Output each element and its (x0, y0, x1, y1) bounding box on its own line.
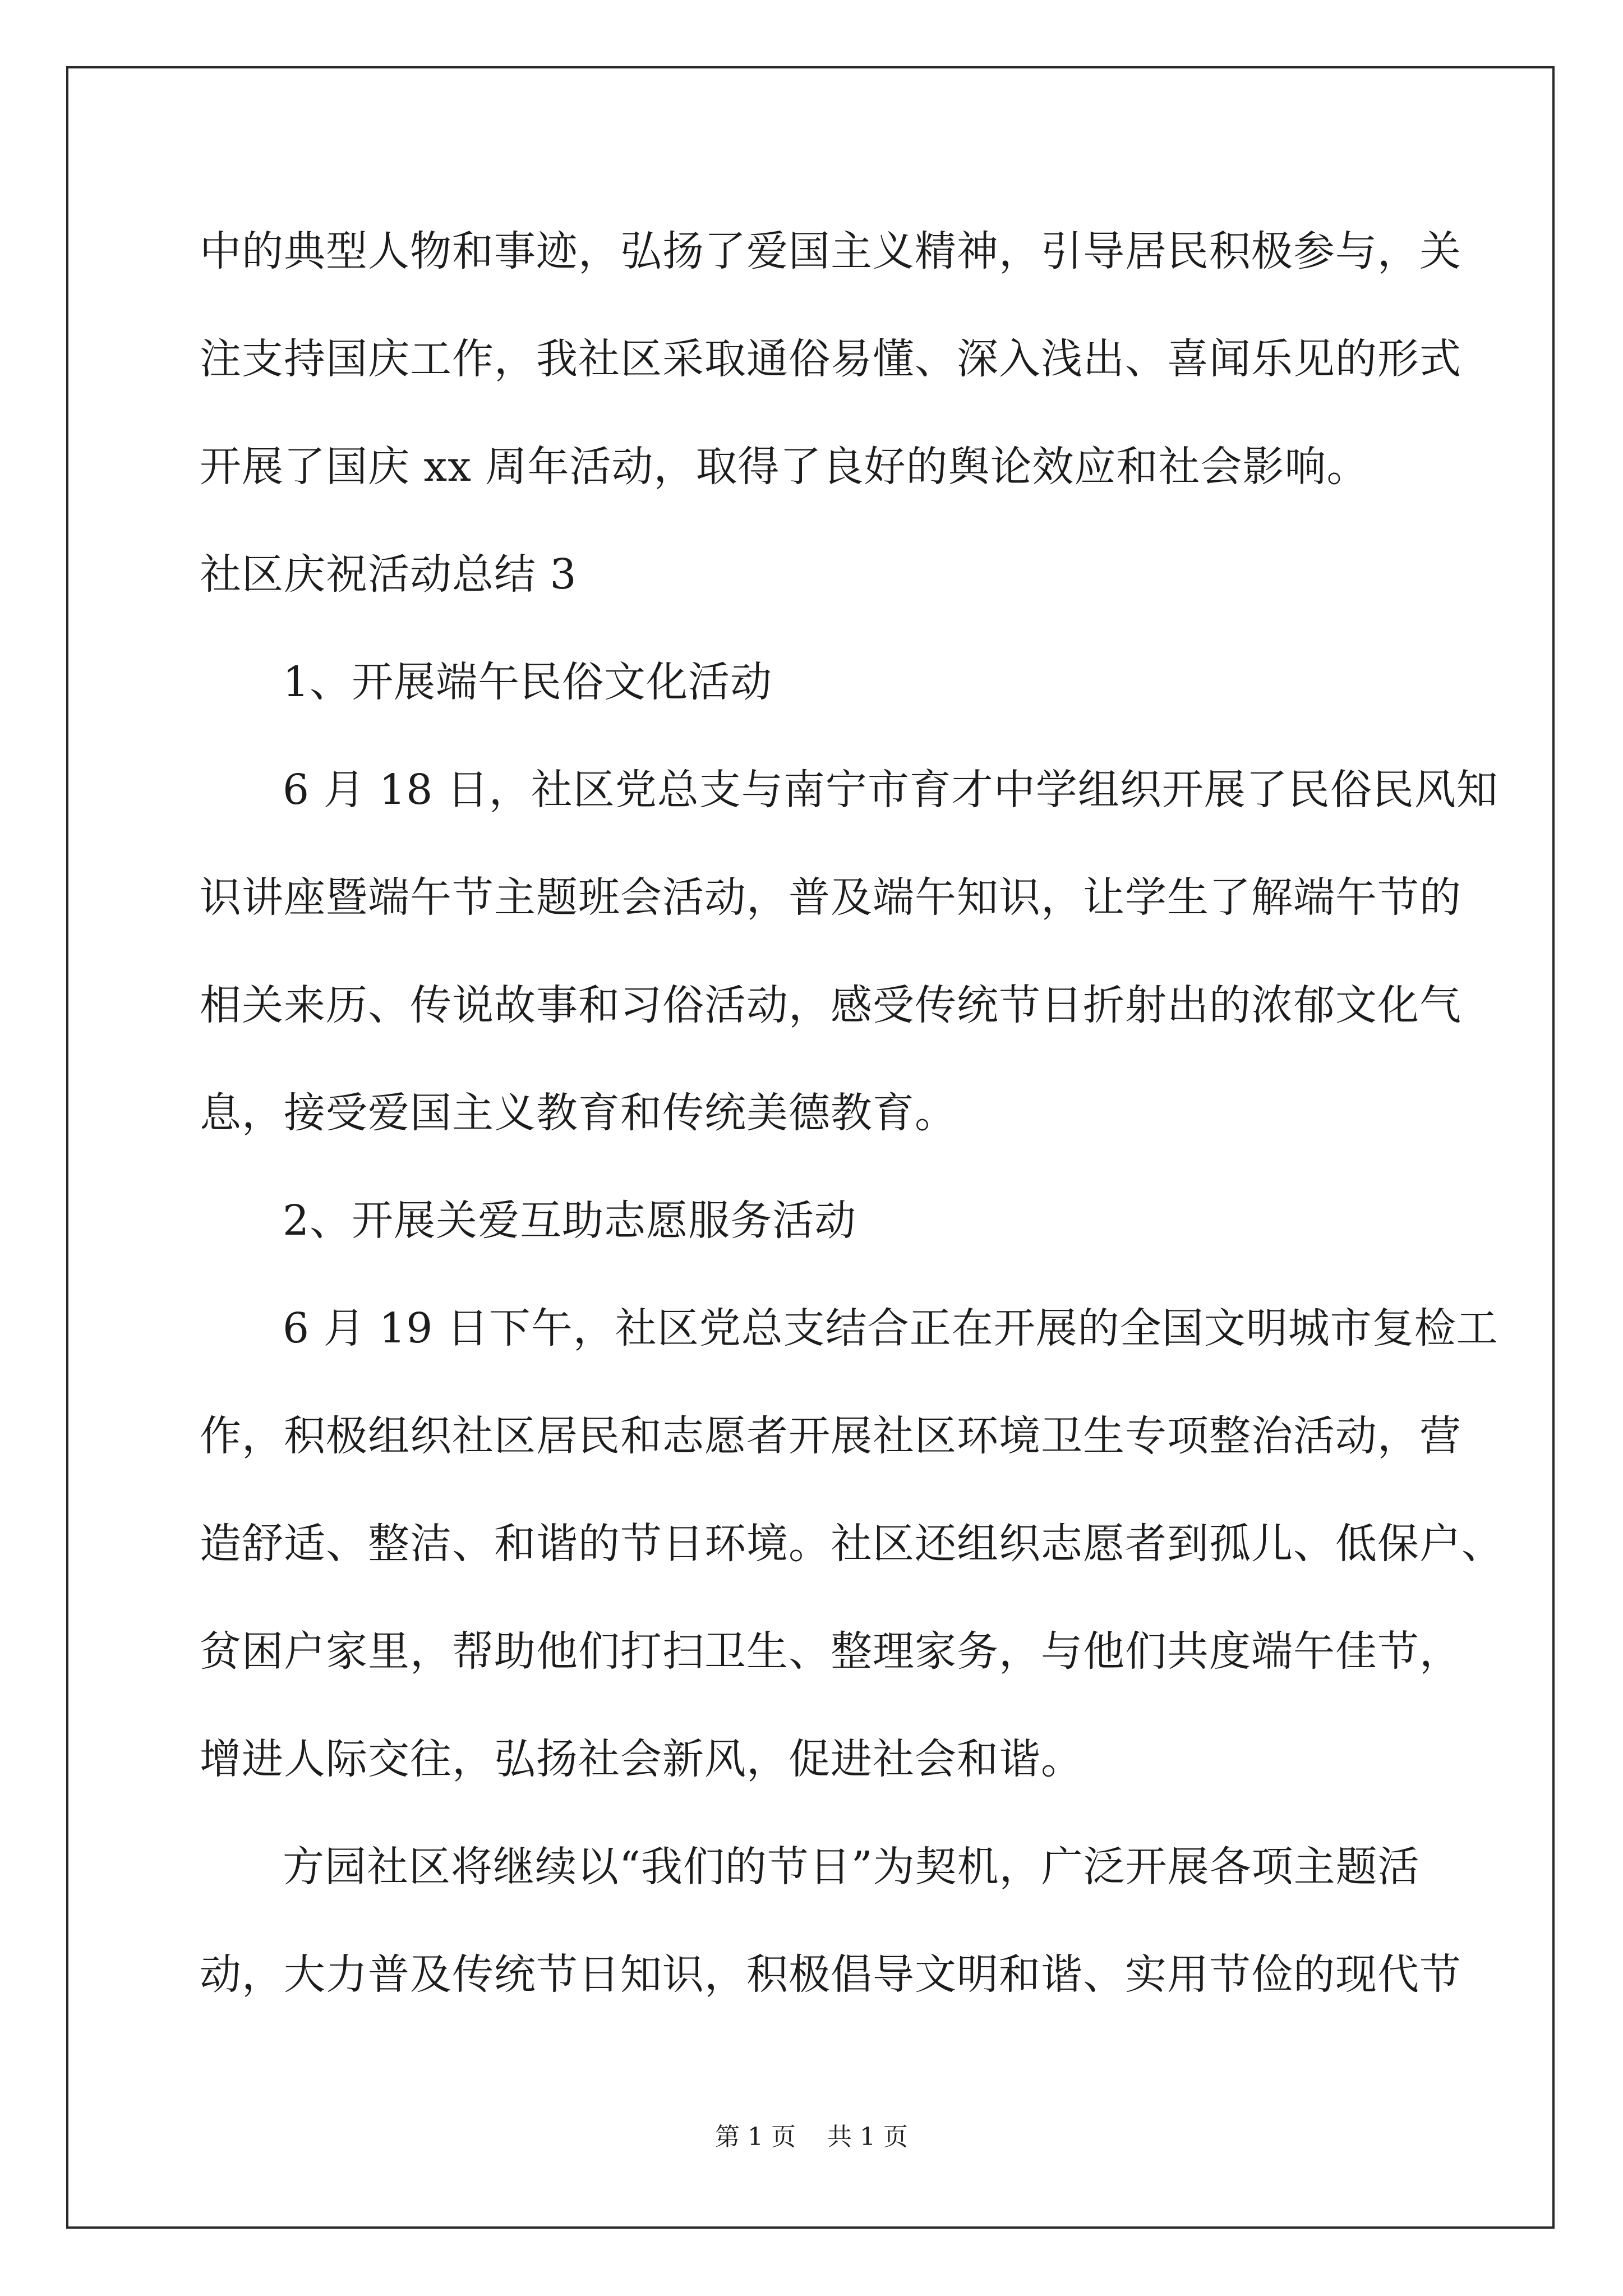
text-line: 注支持国庆工作，我社区采取通俗易懂、深入浅出、喜闻乐见的形式 (200, 335, 1461, 383)
subsection-heading: 1、开展端午民俗文化活动 (283, 658, 773, 706)
text-line: 造舒适、整洁、和谐的节日环境。社区还组织志愿者到孤儿、低保户、 (200, 1520, 1504, 1568)
text-line: 作，积极组织社区居民和志愿者开展社区环境卫生专项整治活动，营 (200, 1412, 1461, 1460)
text-line: 相关来历、传说故事和习俗活动，感受传统节日折射出的浓郁文化气 (200, 981, 1461, 1029)
text-line: 贫困户家里，帮助他们打扫卫生、整理家务，与他们共度端午佳节， (200, 1627, 1461, 1676)
text-line: 识讲座暨端午节主题班会活动，普及端午知识，让学生了解端午节的 (200, 873, 1461, 922)
document-body (200, 218, 1504, 2049)
section-heading: 社区庆祝活动总结 3 (200, 550, 577, 599)
text-line: 增进人际交往，弘扬社会新风，促进社会和谐。 (200, 1735, 1083, 1783)
text-line: 开展了国庆 xx 周年活动，取得了良好的舆论效应和社会影响。 (200, 443, 1369, 491)
text-line: 方园社区将继续以“我们的节日”为契机，广泛开展各项主题活 (283, 1843, 1420, 1891)
text-line: 中的典型人物和事迹，弘扬了爱国主义精神，引导居民积极参与，关 (200, 227, 1461, 275)
page-number-footer: 第 1 页 共 1 页 (715, 2123, 908, 2151)
text-line: 6 月 18 日，社区党总支与南宁市育才中学组织开展了民俗民风知 (283, 766, 1498, 814)
text-line: 动，大力普及传统节日知识，积极倡导文明和谐、实用节俭的现代节 (200, 1950, 1461, 1999)
subsection-heading: 2、开展关爱互助志愿服务活动 (283, 1197, 857, 1245)
text-line: 息，接受爱国主义教育和传统美德教育。 (200, 1089, 957, 1137)
text-line: 6 月 19 日下午，社区党总支结合正在开展的全国文明城市复检工 (283, 1304, 1498, 1352)
